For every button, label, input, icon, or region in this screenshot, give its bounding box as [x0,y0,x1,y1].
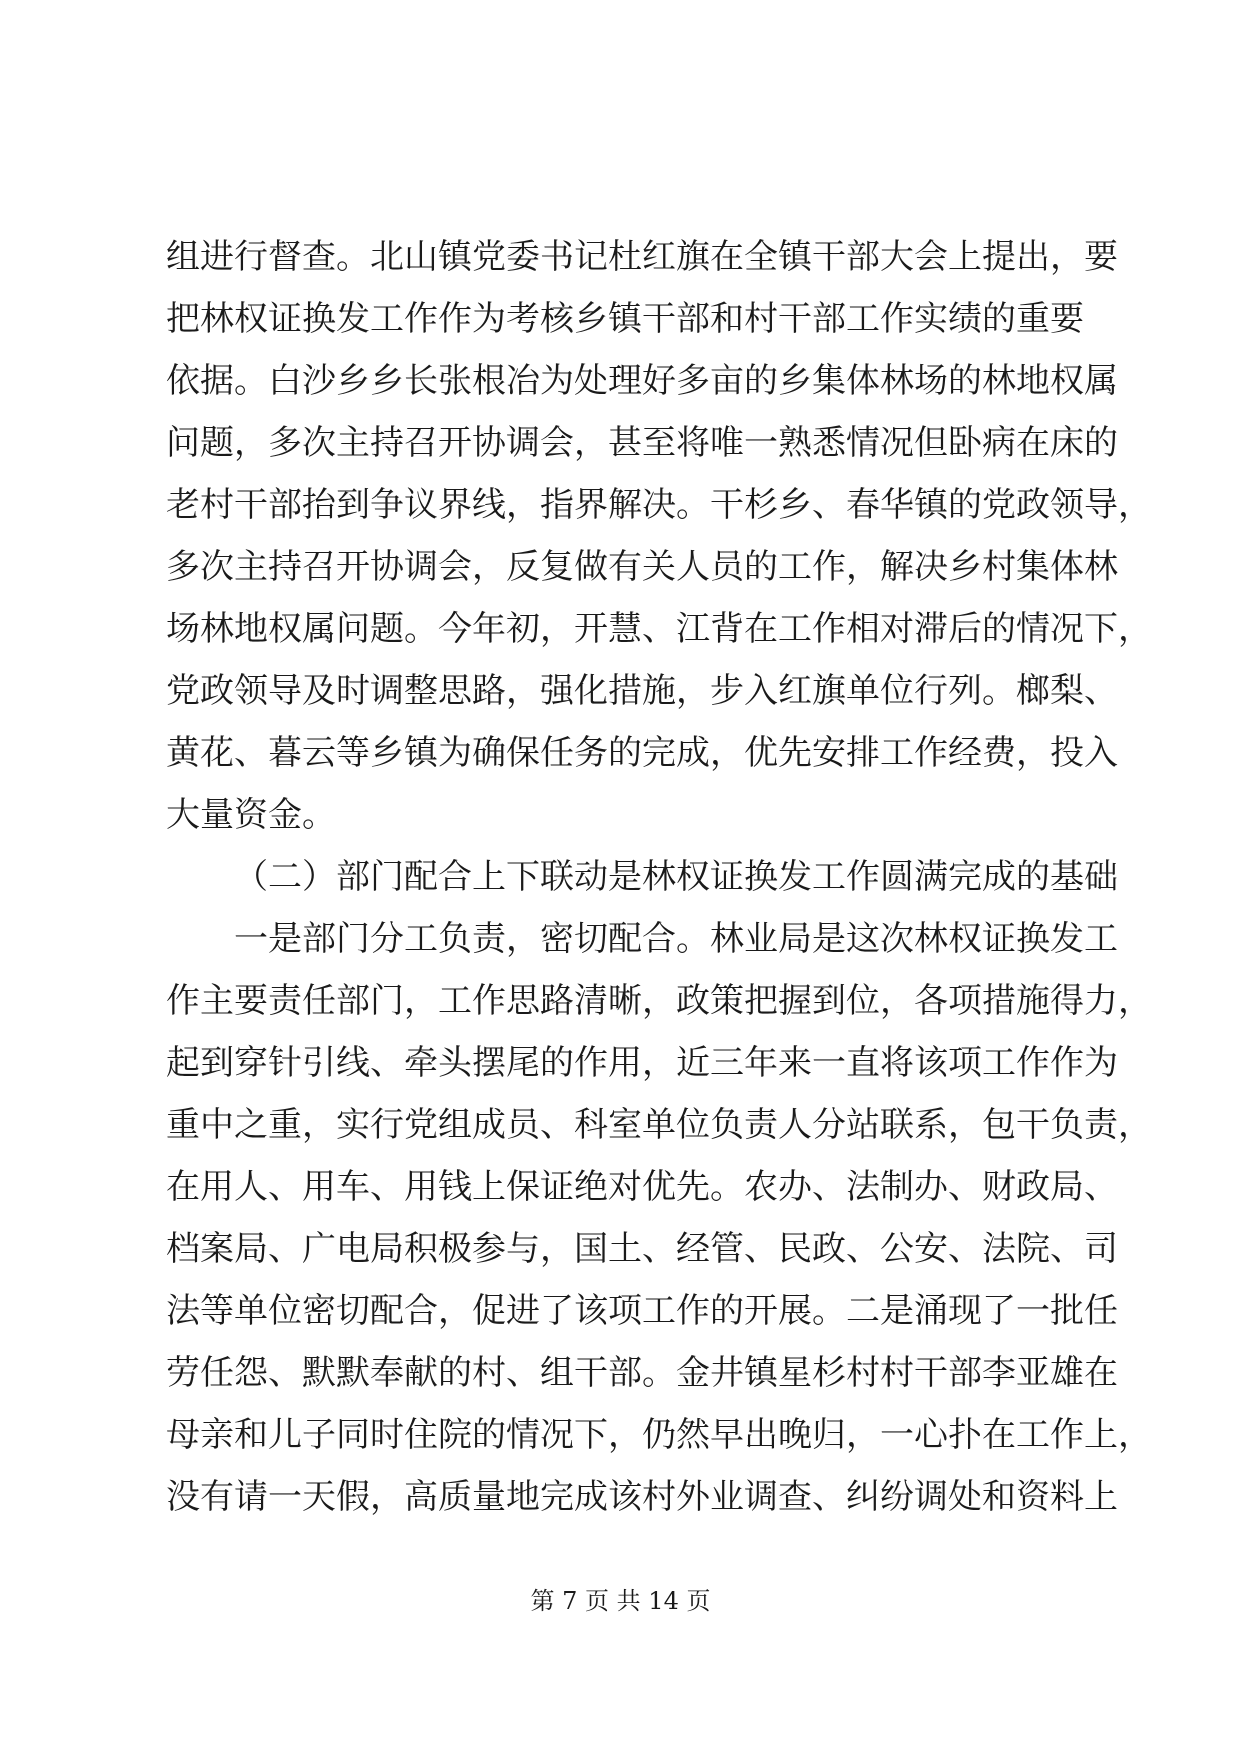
text-line: 把林权证换发工作作为考核乡镇干部和村干部工作实绩的重要 [166,299,1084,339]
text-line: 问题，多次主持召开协调会，甚至将唯一熟悉情况但卧病在床的 [166,423,1118,463]
text-line: 党政领导及时调整思路，强化措施，步入红旗单位行列。榔梨、 [166,671,1118,711]
text-line: 多次主持召开协调会，反复做有关人员的工作，解决乡村集体林 [166,547,1118,587]
text-line: 档案局、广电局积极参与，国土、经管、民政、公安、法院、司 [166,1229,1118,1269]
text-line: 没有请一天假，高质量地完成该村外业调查、纠纷调处和资料上 [166,1477,1118,1517]
text-line: 老村干部抬到争议界线，指界解决。干杉乡、春华镇的党政领导， [166,485,1152,525]
page-number: 第 7 页 共 14 页 [530,1587,711,1615]
text-line: 劳任怨、默默奉献的村、组干部。金井镇星杉村村干部李亚雄在 [166,1353,1118,1393]
text-line: 大量资金。 [166,795,336,835]
text-line: 在用人、用车、用钱上保证绝对优先。农办、法制办、财政局、 [166,1167,1118,1207]
text-line: 起到穿针引线、牵头摆尾的作用，近三年来一直将该项工作作为 [166,1043,1118,1083]
text-line: 黄花、暮云等乡镇为确保任务的完成，优先安排工作经费，投入 [166,733,1118,773]
text-line: 组进行督查。北山镇党委书记杜红旗在全镇干部大会上提出，要 [166,237,1118,277]
section-heading: （二）部门配合上下联动是林权证换发工作圆满完成的基础 [234,857,1118,897]
text-line: 作主要责任部门，工作思路清晰，政策把握到位，各项措施得力， [166,981,1152,1021]
text-line: 母亲和儿子同时住院的情况下，仍然早出晚归，一心扑在工作上， [166,1415,1152,1455]
text-line: 法等单位密切配合，促进了该项工作的开展。二是涌现了一批任 [166,1291,1118,1331]
document-body [166,226,1152,1528]
text-line: 依据。白沙乡乡长张根冶为处理好多亩的乡集体林场的林地权属 [166,361,1118,401]
text-line: 重中之重，实行党组成员、科室单位负责人分站联系，包干负责， [166,1105,1152,1145]
text-line: 场林地权属问题。今年初，开慧、江背在工作相对滞后的情况下， [166,609,1152,649]
text-line: 一是部门分工负责，密切配合。林业局是这次林权证换发工 [234,919,1118,959]
